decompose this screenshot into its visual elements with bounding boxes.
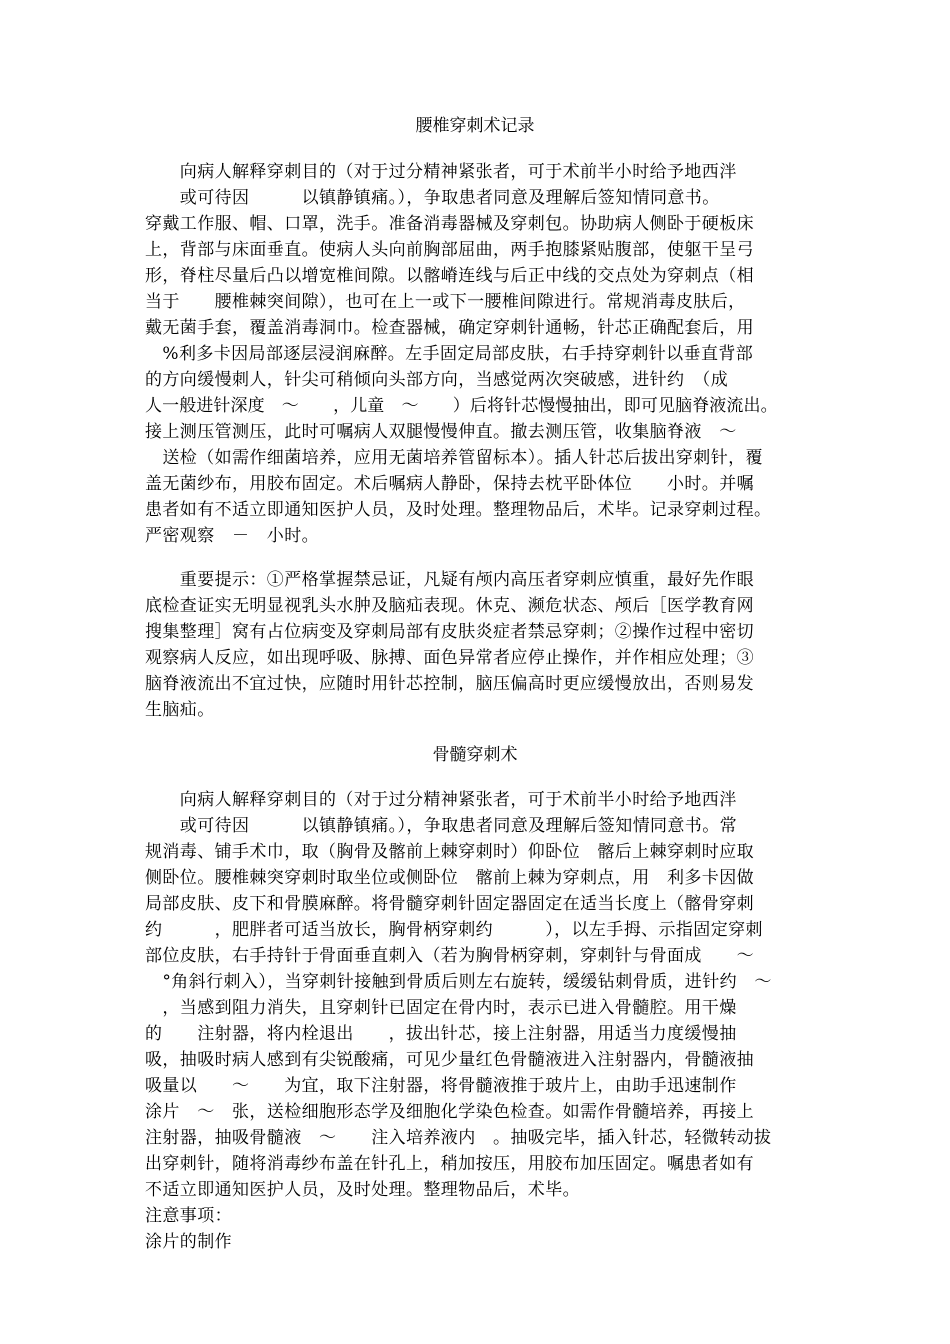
text-line: 部位皮肤，右手持针于骨面垂直刺入（若为胸骨柄穿刺，穿刺针与骨面成 ～ [145, 946, 754, 966]
text-line: 重要提示：①严格掌握禁忌证，凡疑有颅内高压者穿刺应慎重，最好先作眼 [145, 570, 754, 590]
text-line: 吸量以 ～ 为宜，取下注射器，将骨髓液推于玻片上，由助手迅速制作 [145, 1076, 737, 1096]
section-title-bone-marrow: 骨髓穿刺术 [432, 745, 518, 765]
text-line: ，当感到阻力消失，且穿刺针已固定在骨内时，表示已进入骨髓腔。用干燥 [145, 998, 737, 1018]
text-line: 穿戴工作服、帽、口罩，洗手。准备消毒器械及穿刺包。协助病人侧卧于硬板床 [145, 214, 754, 234]
text-line: 约 ，肥胖者可适当放长，胸骨柄穿刺约 ），以左手拇、示指固定穿刺 [145, 920, 763, 940]
text-line: 上，背部与床面垂直。使病人头向前胸部屈曲，两手抱膝紧贴腹部，使躯干呈弓 [145, 240, 754, 260]
smear-heading: 涂片的制作 [145, 1232, 232, 1252]
text-line: 搜集整理］窝有占位病变及穿刺局部有皮肤炎症者禁忌穿刺；②操作过程中密切 [145, 622, 754, 642]
text-line: 向病人解释穿刺目的（对于过分精神紧张者，可于术前半小时给予地西泮 [145, 790, 737, 810]
text-line: %利多卡因局部逐层浸润麻醉。左手固定局部皮肤，右手持穿刺针以垂直背部 [145, 344, 754, 364]
text-line: 形，脊柱尽量后凸以增宽椎间隙。以髂嵴连线与后正中线的交点处为穿刺点（相 [145, 266, 754, 286]
text-line: 或可待因 以镇静镇痛。），争取患者同意及理解后签知情同意书。常 [145, 816, 737, 836]
text-line: 向病人解释穿刺目的（对于过分精神紧张者，可于术前半小时给予地西泮 [145, 162, 737, 182]
text-line: 接上测压管测压，此时可嘱病人双腿慢慢伸直。撤去测压管，收集脑脊液 ～ [145, 422, 737, 442]
text-line: 的 注射器，将内栓退出 ，拔出针芯，接上注射器，用适当力度缓慢抽 [145, 1024, 737, 1044]
text-line: 人一般进针深度 ～ ，儿童 ～ ）后将针芯慢慢抽出，即可见脑脊液流出。 [145, 396, 778, 416]
text-line: 局部皮肤、皮下和骨膜麻醉。将骨髓穿刺针固定器固定在适当长度上（髂骨穿刺 [145, 894, 754, 914]
text-line: 严密观察 － 小时。 [145, 526, 319, 546]
text-line: 侧卧位。腰椎棘突穿刺时取坐位或侧卧位 髂前上棘为穿刺点，用 利多卡因做 [145, 868, 754, 888]
text-line: 出穿刺针，随将消毒纱布盖在针孔上，稍加按压，用胶布加压固定。嘱患者如有 [145, 1154, 754, 1174]
text-line: 注射器，抽吸骨髓液 ～ 注入培养液内 。抽吸完毕，插入针芯，轻微转动拔 [145, 1128, 772, 1148]
text-line: 戴无菌手套，覆盖消毒洞巾。检查器械，确定穿刺针通畅，针芯正确配套后，用 [145, 318, 754, 338]
text-line: 当于 腰椎棘突间隙），也可在上一或下一腰椎间隙进行。常规消毒皮肤后， [145, 292, 746, 312]
text-line: 规消毒、铺手术巾，取（胸骨及髂前上棘穿刺时）仰卧位 髂后上棘穿刺时应取 [145, 842, 754, 862]
text-line: 盖无菌纱布，用胶布固定。术后嘱病人静卧，保持去枕平卧体位 小时。并嘱 [145, 474, 754, 494]
text-line: 涂片 ～ 张，送检细胞形态学及细胞化学染色检查。如需作骨髓培养，再接上 [145, 1102, 754, 1122]
text-line: 吸，抽吸时病人感到有尖锐酸痛，可见少量红色骨髓液进入注射器内，骨髓液抽 [145, 1050, 754, 1070]
section-title-lumbar: 腰椎穿刺术记录 [415, 116, 535, 136]
text-line: 患者如有不适立即通知医护人员，及时处理。整理物品后，术毕。记录穿刺过程。 [145, 500, 772, 520]
text-line: 生脑疝。 [145, 700, 215, 720]
text-line: 底检查证实无明显视乳头水肿及脑疝表现。休克、濒危状态、颅后［医学教育网 [145, 596, 754, 616]
text-line: 送检（如需作细菌培养，应用无菌培养管留标本）。插人针芯后拔出穿刺针，覆 [145, 448, 763, 468]
text-line: 或可待因 以镇静镇痛。），争取患者同意及理解后签知情同意书。 [145, 188, 720, 208]
text-line: °角斜行刺入），当穿刺针接触到骨质后则左右旋转，缓缓钻刺骨质，进针约 ～ [145, 972, 772, 992]
text-line: 观察病人反应，如出现呼吸、脉搏、面色异常者应停止操作，并作相应处理；③ [145, 648, 754, 668]
text-line: 脑脊液流出不宜过快，应随时用针芯控制，脑压偏高时更应缓慢放出，否则易发 [145, 674, 754, 694]
text-line: 的方向缓慢刺人，针尖可稍倾向头部方向，当感觉两次突破感，进针约 （成 [145, 370, 729, 390]
text-line: 不适立即通知医护人员，及时处理。整理物品后，术毕。 [145, 1180, 580, 1200]
notes-heading: 注意事项： [145, 1206, 232, 1226]
